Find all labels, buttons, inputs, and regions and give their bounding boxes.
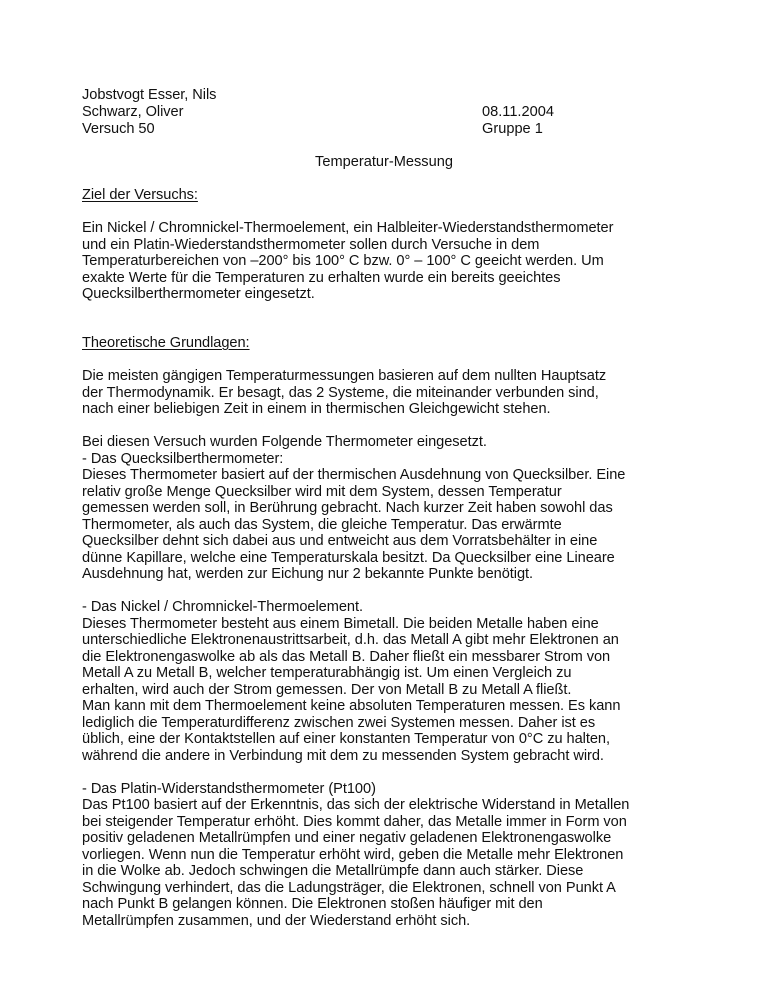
paragraph-line: Dieses Thermometer besteht aus einem Bimetall. Die beiden Metalle haben eine bbox=[82, 616, 599, 632]
paragraph-line: nach Punkt B gelangen können. Die Elektronen stoßen häufiger mit den bbox=[82, 896, 543, 912]
document-title bbox=[0, 154, 768, 171]
paragraph-line: vorliegen. Wenn nun die Temperatur erhöht wird, geben die Metalle mehr Elektronen bbox=[82, 847, 624, 863]
experiment-number: Versuch 50 bbox=[82, 121, 155, 137]
paragraph-line: Quecksilber dehnt sich dabei aus und entweicht aus dem Vorratsbehälter in eine bbox=[82, 533, 598, 549]
paragraph-line: Man kann mit dem Thermoelement keine absoluten Temperaturen messen. Es kann bbox=[82, 698, 621, 714]
document-date: 08.11.2004 bbox=[482, 104, 554, 120]
paragraph-line: der Thermodynamik. Er besagt, das 2 Systeme, die miteinander verbunden sind, bbox=[82, 385, 599, 401]
paragraph-line: nach einer beliebigen Zeit in einem in thermischen Gleichgewicht stehen. bbox=[82, 401, 551, 417]
document-title-text: Temperatur-Messung bbox=[315, 154, 453, 170]
paragraph-line: Metall A zu Metall B, welcher temperaturabhängig ist. Um einen Vergleich zu bbox=[82, 665, 572, 681]
section-heading-ziel: Ziel der Versuchs: bbox=[82, 187, 198, 203]
paragraph-line: während die andere in Verbindung mit dem zu messenden System gebracht wird. bbox=[82, 748, 604, 764]
subheading-thermoelement: - Das Nickel / Chromnickel-Thermoelement. bbox=[82, 599, 363, 615]
paragraph-line: Metallrümpfen zusammen, und der Wiederstand erhöht sich. bbox=[82, 913, 471, 929]
author-line-2: Schwarz, Oliver bbox=[82, 104, 184, 120]
paragraph-line: unterschiedliche Elektronenaustrittsarbeit, d.h. das Metall A gibt mehr Elektronen an bbox=[82, 632, 619, 648]
paragraph-line: Das Pt100 basiert auf der Erkenntnis, das sich der elektrische Widerstand in Metallen bbox=[82, 797, 630, 813]
paragraph-line: bei steigender Temperatur erhöht. Dies kommt daher, das Metalle immer in Form von bbox=[82, 814, 627, 830]
paragraph-line: Dieses Thermometer basiert auf der thermischen Ausdehnung von Quecksilber. Eine bbox=[82, 467, 626, 483]
paragraph-line: Quecksilberthermometer eingesetzt. bbox=[82, 286, 315, 302]
paragraph-line: Schwingung verhindert, das die Ladungsträger, die Elektronen, schnell von Punkt A bbox=[82, 880, 616, 896]
paragraph-line: relativ große Menge Quecksilber wird mit dem System, dessen Temperatur bbox=[82, 484, 562, 500]
paragraph-line: und ein Platin-Wiederstandsthermometer sollen durch Versuche in dem bbox=[82, 237, 540, 253]
paragraph-line: Thermometer, als auch das System, die gleiche Temperatur. Das erwärmte bbox=[82, 517, 562, 533]
paragraph-line: dünne Kapillare, welche eine Temperaturskala besitzt. Da Quecksilber eine Lineare bbox=[82, 550, 615, 566]
paragraph-line: positiv geladenen Metallrümpfen und einer negativ geladenen Elektronengaswolke bbox=[82, 830, 612, 846]
subheading-quecksilber: - Das Quecksilberthermometer: bbox=[82, 451, 284, 467]
paragraph-line: in die Wolke ab. Jedoch schwingen die Metallrümpfe dann auch stärker. Diese bbox=[82, 863, 584, 879]
paragraph-line: die Elektronengaswolke ab als das Metall B. Daher fließt ein messbarer Strom von bbox=[82, 649, 611, 665]
paragraph-line: exakte Werte für die Temperaturen zu erhalten wurde ein bereits geeichtes bbox=[82, 270, 561, 286]
paragraph-line: lediglich die Temperaturdifferenz zwischen zwei Systemen messen. Daher ist es bbox=[82, 715, 596, 731]
paragraph-line: gemessen werden soll, in Berührung gebracht. Nach kurzer Zeit haben sowohl das bbox=[82, 500, 613, 516]
paragraph-line: Ausdehnung hat, werden zur Eichung nur 2 bekannte Punkte benötigt. bbox=[82, 566, 534, 582]
paragraph-line: erhalten, wird auch der Strom gemessen. Der von Metall B zu Metall A fließt. bbox=[82, 682, 572, 698]
paragraph-line: Temperaturbereichen von –200° bis 100° C bzw. 0° – 100° C geeicht werden. Um bbox=[82, 253, 604, 269]
subheading-pt100: - Das Platin-Widerstandsthermometer (Pt100) bbox=[82, 781, 376, 797]
author-line-1: Jobstvogt Esser, Nils bbox=[82, 87, 217, 103]
paragraph-line: Bei diesen Versuch wurden Folgende Thermometer eingesetzt. bbox=[82, 434, 487, 450]
section-heading-theorie: Theoretische Grundlagen: bbox=[82, 335, 250, 351]
paragraph-line: Ein Nickel / Chromnickel-Thermoelement, ein Halbleiter-Wiederstandsthermometer bbox=[82, 220, 614, 236]
paragraph-line: üblich, eine der Kontaktstellen auf einer konstanten Temperatur von 0°C zu halten, bbox=[82, 731, 610, 747]
paragraph-line: Die meisten gängigen Temperaturmessungen basieren auf dem nullten Hauptsatz bbox=[82, 368, 607, 384]
group-label: Gruppe 1 bbox=[482, 121, 543, 137]
